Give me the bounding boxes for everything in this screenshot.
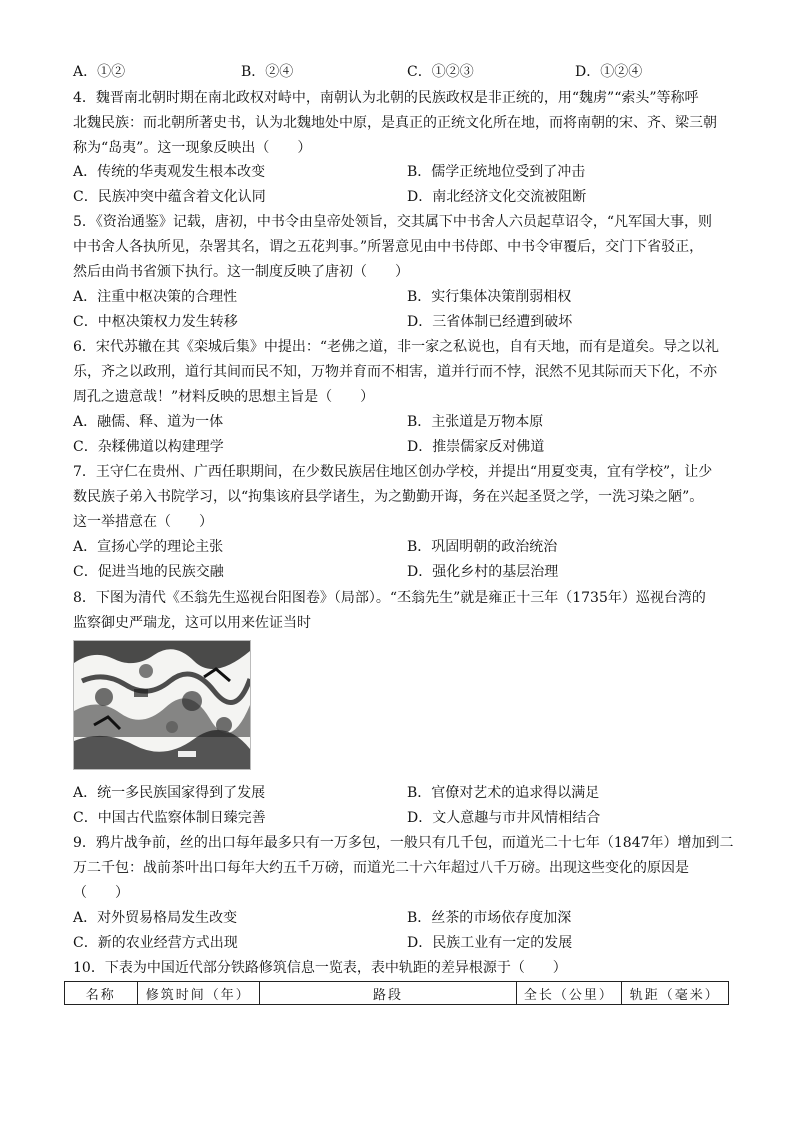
q6-option-c: C．杂糅佛道以构建理学	[73, 439, 224, 455]
q4-option-c: C．民族冲突中蕴含着文化认同	[73, 189, 266, 205]
q8-option-a: A．统一多民族国家得到了发展	[73, 785, 266, 801]
q9-option-b: B．丝茶的市场依存度加深	[407, 910, 572, 926]
q7-stem-line-2: 数民族子弟入书院学习，以“拘集该府县学诸生，为之勤勤开诲，务在兴起圣贤之学，一洗习染之陋”。	[73, 489, 704, 505]
header-build-year: 修筑时间（年）	[137, 982, 259, 1005]
q4-stem-line-1: 4．魏晋南北朝时期在南北政权对峙中，南朝认为北朝的民族政权是非正统的，用“魏虏”“索头”等称呼	[73, 90, 699, 106]
q9-option-d: D．民族工业有一定的发展	[407, 935, 573, 951]
q8-option-c: C．中国古代监察体制日臻完善	[73, 810, 266, 826]
q10-stem: 10．下表为中国近代部分铁路修筑信息一览表，表中轨距的差异根源于（ ）	[73, 960, 567, 976]
q8-stem-line-2: 监察御史严瑞龙，这可以用来佐证当时	[73, 615, 311, 631]
q3-option-c: C．①②③	[407, 64, 474, 80]
q5-option-b: B．实行集体决策削弱相权	[407, 289, 572, 305]
painting-sketch	[74, 641, 250, 769]
header-gauge: 轨距（毫米）	[621, 982, 728, 1005]
q7-option-a: A．宣扬心学的理论主张	[73, 539, 224, 555]
q8-option-d: D．文人意趣与市井风情相结合	[407, 810, 601, 826]
q9-option-a: A．对外贸易格局发生改变	[73, 910, 238, 926]
railway-table	[64, 981, 729, 1005]
q7-option-b: B．巩固明朝的政治统治	[407, 539, 558, 555]
q4-stem-line-3: 称为“岛夷”。这一现象反映出（ ）	[73, 140, 312, 156]
q9-stem-line-3: （ ）	[73, 885, 129, 901]
qing-painting-image	[73, 640, 251, 770]
q5-option-d: D．三省体制已经遭到破坏	[407, 314, 573, 330]
q9-option-c: C．新的农业经营方式出现	[73, 935, 238, 951]
q3-option-d: D．①②④	[575, 64, 643, 80]
q6-option-d: D．推崇儒家反对佛道	[407, 439, 545, 455]
header-name: 名称	[65, 982, 138, 1005]
q7-stem-line-1: 7．王守仁在贵州、广西任职期间，在少数民族居住地区创办学校，并提出“用夏变夷，宜有学校”，让少	[73, 464, 713, 480]
q4-option-b: B．儒学正统地位受到了冲击	[407, 164, 586, 180]
q3-option-b: B．②④	[241, 64, 294, 80]
q7-stem-line-3: 这一举措意在（ ）	[73, 514, 213, 530]
q3-option-a: A．①②	[73, 64, 126, 80]
q5-stem-line-3: 然后由尚书省颁下执行。这一制度反映了唐初（ ）	[73, 264, 409, 280]
q5-option-a: A．注重中枢决策的合理性	[73, 289, 238, 305]
q5-option-c: C．中枢决策权力发生转移	[73, 314, 238, 330]
q9-stem-line-1: 9．鸦片战争前，丝的出口每年最多只有一万多包，一般只有几千包，而道光二十七年（1847年）增加到二	[73, 835, 734, 851]
q4-option-a: A．传统的华夷观发生根本改变	[73, 164, 266, 180]
q8-option-b: B．官僚对艺术的追求得以满足	[407, 785, 600, 801]
q5-stem-line-1: 5．《资治通鉴》记载，唐初，中书令由皇帝处领旨，交其属下中书舍人六员起草诏令，“凡军国大事，则	[73, 214, 713, 230]
q8-stem-line-1: 8．下图为清代《丕翁先生巡视台阳图卷》（局部）。“丕翁先生”就是雍正十三年（1735年）巡视台湾的	[73, 590, 706, 606]
q6-option-a: A．融儒、释、道为一体	[73, 414, 224, 430]
q4-stem-line-2: 北魏民族：而北朝所著史书，认为北魏地处中原，是真正的正统文化所在地，而将南朝的宋、齐、梁三朝	[73, 115, 717, 131]
q7-option-c: C．促进当地的民族交融	[73, 564, 224, 580]
railway-table-header-row	[65, 982, 729, 1005]
q6-stem-line-1: 6．宋代苏辙在其《栾城后集》中提出：“老佛之道，非一家之私说也，自有天地，而有是道矣。导之以礼	[73, 339, 720, 355]
header-route: 路段	[259, 982, 516, 1005]
q6-stem-line-3: 周孔之遗意哉！”材料反映的思想主旨是（ ）	[73, 389, 375, 405]
q7-option-d: D．强化乡村的基层治理	[407, 564, 559, 580]
q6-stem-line-2: 乐，齐之以政刑，道行其间而民不知，万物并育而不相害，道并行而不悖，泯然不见其际而天下化，不亦	[73, 364, 717, 380]
q5-stem-line-2: 中书舍人各执所见，杂署其名，谓之五花判事。”所署意见由中书侍郎、中书令审覆后，交门下省驳正，	[73, 239, 704, 255]
q6-option-b: B．主张道是万物本原	[407, 414, 544, 430]
q9-stem-line-2: 万二千包：战前茶叶出口每年大约五千万磅，而道光二十六年超过八千万磅。出现这些变化的原因是	[73, 860, 689, 876]
header-length: 全长（公里）	[517, 982, 621, 1005]
q4-option-d: D．南北经济文化交流被阻断	[407, 189, 587, 205]
